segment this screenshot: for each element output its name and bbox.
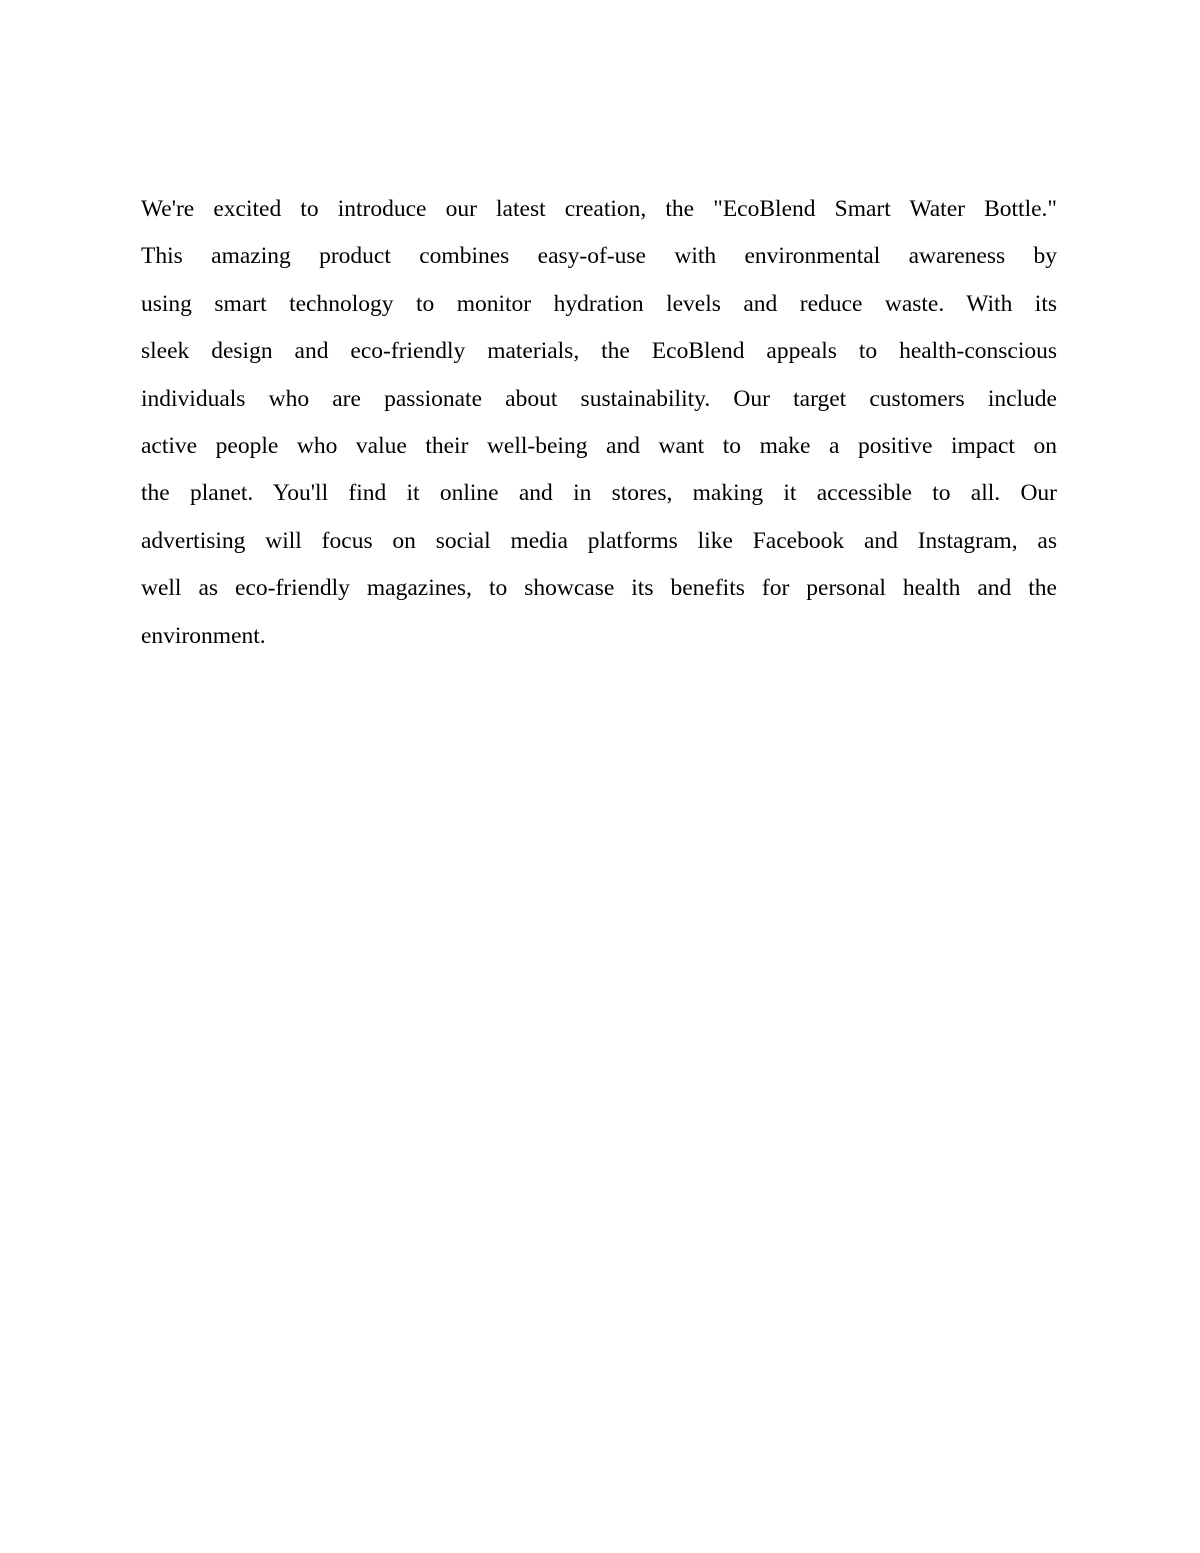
paragraph-line: advertising will focus on social media platforms like Facebook and Instagram, as bbox=[141, 527, 1057, 554]
paragraph-line: individuals who are passionate about sustainability. Our target customers include bbox=[141, 385, 1057, 412]
paragraph-line: environment. bbox=[141, 622, 266, 649]
paragraph-line: sleek design and eco-friendly materials, the EcoBlend appeals to health-conscious bbox=[141, 338, 1057, 365]
paragraph-line: This amazing product combines easy-of-use with environmental awareness by bbox=[141, 243, 1057, 270]
paragraph-line: well as eco-friendly magazines, to showcase its benefits for personal health and the bbox=[141, 575, 1057, 602]
paragraph-line: We're excited to introduce our latest creation, the "EcoBlend Smart Water Bottle." bbox=[141, 196, 1057, 222]
paragraph-line: using smart technology to monitor hydration levels and reduce waste. With its bbox=[141, 290, 1057, 317]
paragraph-line: the planet. You'll find it online and in stores, making it accessible to all. Our bbox=[141, 480, 1057, 507]
body-paragraph bbox=[141, 186, 1057, 660]
paragraph-line: active people who value their well-being and want to make a positive impact on bbox=[141, 433, 1057, 460]
